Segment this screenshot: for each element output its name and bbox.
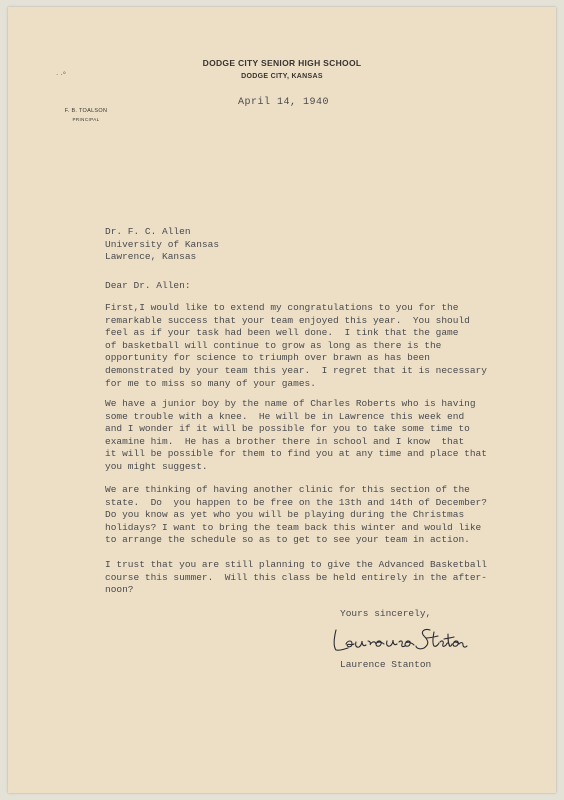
- body-line: opportunity for science to triumph over brawn as has been: [105, 352, 430, 364]
- body-line: remarkable success that your team enjoyed this year. You should: [105, 314, 470, 326]
- recipient-name: Dr. F. C. Allen: [105, 226, 191, 237]
- letterhead-school: DODGE CITY SENIOR HIGH SCHOOL: [202, 58, 362, 68]
- body-line: holidays? I want to bring the team back this winter and would like: [105, 521, 482, 533]
- body-line: of basketball will continue to grow as long as there is the: [105, 339, 442, 351]
- letter-date: April 14, 1940: [238, 97, 330, 108]
- closing: Yours sincerely,: [340, 608, 432, 619]
- recipient-city: Lawrence, Kansas: [105, 251, 197, 263]
- body-line: noon?: [105, 584, 134, 596]
- signer-name: Laurence Stanton: [340, 659, 432, 670]
- body-line: for me to miss so many of your games.: [105, 377, 316, 389]
- body-line: First,I would like to extend my congratulations to you for the: [105, 302, 459, 313]
- body-line: demonstrated by your team this year. I regret that it is necessary: [105, 364, 487, 376]
- principal-title: PRINCIPAL: [72, 117, 100, 122]
- recipient-institution: University of Kansas: [105, 238, 220, 250]
- body-line: you might suggest.: [105, 460, 208, 472]
- body-line: and I wonder if it will be possible for you to take some time to: [105, 423, 470, 435]
- body-line: I trust that you are still planning to give the Advanced Basketball: [105, 559, 487, 570]
- body-line: We are thinking of having another clinic for this section of the: [105, 484, 470, 495]
- body-line: examine him. He has a brother there in school and I know that: [105, 435, 465, 447]
- body-line: We have a junior boy by the name of Charles Roberts who is having: [105, 398, 476, 409]
- body-line: feel as if your task had been well done. I tink that the game: [105, 327, 459, 339]
- corner-mark: · ·°: [56, 71, 67, 79]
- body-paragraph-2: [105, 398, 487, 474]
- handwritten-signature: [330, 624, 470, 656]
- body-line: some trouble with a knee. He will be in Lawrence this week end: [105, 410, 465, 422]
- body-line: it will be possible for them to find you at any time and place that: [105, 448, 487, 460]
- body-line: to arrange the schedule so as to get to see your team in action.: [105, 534, 470, 546]
- body-paragraph-3: [105, 484, 487, 547]
- principal-block: [56, 108, 116, 122]
- body-paragraph-4: [105, 559, 487, 597]
- body-line: Do you know as yet who you will be playing during the Christmas: [105, 509, 465, 521]
- body-line: course this summer. Will this class be held entirely in the after-: [105, 571, 487, 583]
- recipient-address: [105, 226, 219, 264]
- body-line: state. Do you happen to be free on the 13th and 14th of December?: [105, 496, 487, 508]
- letterhead-city: DODGE CITY, KANSAS: [241, 73, 323, 80]
- principal-name: F. B. TOALSON: [64, 108, 108, 114]
- salutation: Dear Dr. Allen:: [105, 280, 191, 291]
- body-paragraph-1: [105, 302, 487, 390]
